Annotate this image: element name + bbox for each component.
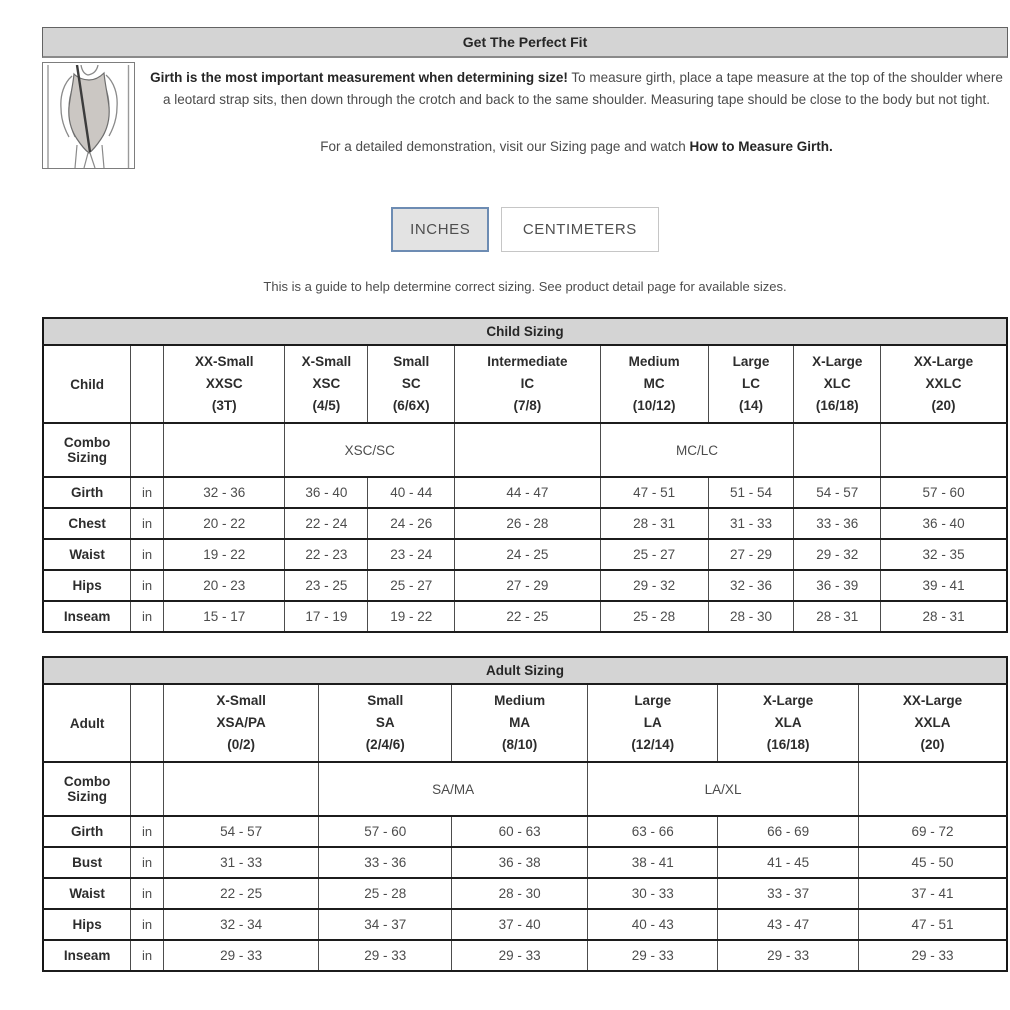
size-header-cell: [163, 684, 318, 762]
size-value-cell: 28 - 30: [452, 878, 588, 909]
size-name: Large: [634, 692, 672, 708]
size-numeric: (20): [931, 398, 956, 414]
child-sizing-table: [42, 317, 1008, 633]
size-numeric: (0/2): [227, 737, 255, 753]
leotard-girth-diagram-icon: [42, 62, 135, 169]
size-value-cell: 28 - 31: [794, 601, 881, 632]
size-value-cell: 43 - 47: [718, 909, 859, 940]
size-value-cell: 40 - 43: [588, 909, 718, 940]
unit-cell: in: [131, 601, 164, 632]
unit-cell: in: [131, 940, 164, 971]
intro-text: [145, 62, 1008, 158]
size-code: SA: [375, 714, 395, 730]
size-value-cell: 41 - 45: [718, 847, 859, 878]
size-value-cell: 34 - 37: [319, 909, 452, 940]
size-value-cell: 31 - 33: [708, 508, 794, 539]
size-value-cell: 15 - 17: [163, 601, 284, 632]
combo-size-cell: [881, 423, 1007, 477]
size-value-cell: 33 - 37: [718, 878, 859, 909]
measurement-label: Bust: [43, 847, 131, 878]
size-value-cell: 25 - 27: [368, 570, 455, 601]
size-name: XX-Small: [194, 353, 254, 369]
adult-sizing-table: [42, 656, 1008, 972]
size-code: XSC: [312, 375, 341, 391]
combo-size-cell: SA/MA: [319, 762, 588, 816]
size-header-cell: [881, 345, 1007, 423]
combo-unit-cell: [131, 423, 164, 477]
combo-size-cell: [163, 762, 318, 816]
size-value-cell: 28 - 31: [600, 508, 708, 539]
size-value-cell: 44 - 47: [455, 477, 601, 508]
size-code: IC: [520, 375, 535, 391]
size-value-cell: 20 - 22: [163, 508, 284, 539]
size-numeric: (14): [738, 398, 763, 414]
unit-column-header: [131, 684, 164, 762]
size-value-cell: 26 - 28: [455, 508, 601, 539]
size-header-cell: [319, 684, 452, 762]
centimeters-button[interactable]: CENTIMETERS: [501, 207, 659, 252]
demo-bold: How to Measure Girth.: [689, 139, 833, 155]
size-numeric: (10/12): [632, 398, 676, 414]
girth-instructions: [145, 67, 1008, 110]
size-value-cell: 30 - 33: [588, 878, 718, 909]
size-code: XXLC: [925, 375, 962, 391]
size-code: LA: [643, 714, 662, 730]
adult-row-header: Adult: [43, 684, 131, 762]
combo-size-cell: LA/XL: [588, 762, 859, 816]
size-value-cell: 45 - 50: [859, 847, 1008, 878]
size-numeric: (8/10): [502, 737, 538, 753]
size-name: X-Large: [763, 692, 814, 708]
combo-size-cell: [455, 423, 601, 477]
size-value-cell: 40 - 44: [368, 477, 455, 508]
size-value-cell: 38 - 41: [588, 847, 718, 878]
size-value-cell: 31 - 33: [163, 847, 318, 878]
girth-lead-bold: Girth is the most important measurement when determining size!: [150, 70, 568, 85]
size-value-cell: 25 - 28: [600, 601, 708, 632]
child-sizing-title: Child Sizing: [43, 318, 1007, 345]
size-value-cell: 57 - 60: [319, 816, 452, 847]
unit-cell: in: [131, 477, 164, 508]
size-numeric: (3T): [211, 398, 237, 414]
size-header-cell: [452, 684, 588, 762]
page-title: Get The Perfect Fit: [42, 27, 1008, 58]
size-value-cell: 69 - 72: [859, 816, 1008, 847]
size-value-cell: 19 - 22: [163, 539, 284, 570]
inches-button[interactable]: INCHES: [391, 207, 489, 252]
size-name: XX-Large: [913, 353, 974, 369]
measurement-label: Inseam: [43, 940, 131, 971]
demo-prefix: For a detailed demonstration, visit our Sizing page and watch: [320, 139, 690, 155]
combo-size-cell: [859, 762, 1008, 816]
unit-cell: in: [131, 508, 164, 539]
size-numeric: (16/18): [766, 737, 810, 753]
size-value-cell: 36 - 40: [881, 508, 1007, 539]
guide-note: This is a guide to help determine correct sizing. See product detail page for available sizes.: [263, 279, 787, 294]
size-header-cell: [285, 345, 368, 423]
size-value-cell: 29 - 33: [859, 940, 1008, 971]
measurement-label: Girth: [43, 477, 131, 508]
size-value-cell: 47 - 51: [859, 909, 1008, 940]
size-numeric: (7/8): [513, 398, 542, 414]
size-code: XXSC: [205, 375, 243, 391]
size-value-cell: 22 - 24: [285, 508, 368, 539]
size-header-cell: [368, 345, 455, 423]
combo-unit-cell: [131, 762, 164, 816]
size-value-cell: 19 - 22: [368, 601, 455, 632]
size-value-cell: 57 - 60: [881, 477, 1007, 508]
intro-section: [42, 62, 1008, 169]
size-code: XXLA: [914, 714, 951, 730]
size-numeric: (6/6X): [392, 398, 430, 414]
size-header-cell: [600, 345, 708, 423]
combo-size-cell: XSC/SC: [285, 423, 455, 477]
size-value-cell: 32 - 34: [163, 909, 318, 940]
demo-line: [145, 136, 1008, 158]
size-value-cell: 25 - 27: [600, 539, 708, 570]
combo-sizing-label: Combo Sizing: [43, 762, 131, 816]
size-name: Large: [732, 353, 770, 369]
size-code: XLC: [823, 375, 851, 391]
size-code: SC: [401, 375, 421, 391]
measurement-label: Chest: [43, 508, 131, 539]
measurement-label: Waist: [43, 539, 131, 570]
unit-cell: in: [131, 847, 164, 878]
size-value-cell: 20 - 23: [163, 570, 284, 601]
size-value-cell: 22 - 25: [163, 878, 318, 909]
combo-sizing-label: Combo Sizing: [43, 423, 131, 477]
measurement-label: Hips: [43, 909, 131, 940]
size-header-cell: [163, 345, 284, 423]
size-value-cell: 32 - 35: [881, 539, 1007, 570]
size-name: Medium: [628, 353, 680, 369]
measurement-label: Inseam: [43, 601, 131, 632]
size-value-cell: 39 - 41: [881, 570, 1007, 601]
unit-toggle: [42, 207, 1008, 252]
size-header-cell: [718, 684, 859, 762]
size-value-cell: 37 - 40: [452, 909, 588, 940]
size-value-cell: 22 - 23: [285, 539, 368, 570]
measurement-label: Girth: [43, 816, 131, 847]
size-value-cell: 51 - 54: [708, 477, 794, 508]
size-value-cell: 32 - 36: [163, 477, 284, 508]
size-value-cell: 23 - 25: [285, 570, 368, 601]
size-numeric: (12/14): [631, 737, 675, 753]
child-row-header: Child: [43, 345, 131, 423]
size-value-cell: 29 - 32: [600, 570, 708, 601]
unit-cell: in: [131, 539, 164, 570]
measurement-label: Hips: [43, 570, 131, 601]
size-code: MC: [643, 375, 665, 391]
size-numeric: (4/5): [312, 398, 341, 414]
size-name: X-Small: [301, 353, 352, 369]
unit-cell: in: [131, 816, 164, 847]
size-value-cell: 27 - 29: [455, 570, 601, 601]
size-name: Medium: [494, 692, 546, 708]
size-value-cell: 29 - 32: [794, 539, 881, 570]
size-value-cell: 28 - 31: [881, 601, 1007, 632]
size-numeric: (2/4/6): [365, 737, 405, 753]
size-header-cell: [859, 684, 1008, 762]
size-value-cell: 29 - 33: [319, 940, 452, 971]
combo-size-cell: MC/LC: [600, 423, 794, 477]
size-guide-page: [42, 0, 1008, 972]
unit-cell: in: [131, 570, 164, 601]
size-value-cell: 32 - 36: [708, 570, 794, 601]
size-value-cell: 24 - 25: [455, 539, 601, 570]
size-value-cell: 29 - 33: [452, 940, 588, 971]
unit-column-header: [131, 345, 164, 423]
size-value-cell: 33 - 36: [794, 508, 881, 539]
size-value-cell: 23 - 24: [368, 539, 455, 570]
size-numeric: (16/18): [815, 398, 859, 414]
size-code: MA: [509, 714, 531, 730]
size-value-cell: 27 - 29: [708, 539, 794, 570]
size-value-cell: 28 - 30: [708, 601, 794, 632]
size-value-cell: 33 - 36: [319, 847, 452, 878]
size-value-cell: 60 - 63: [452, 816, 588, 847]
measurement-label: Waist: [43, 878, 131, 909]
size-value-cell: 63 - 66: [588, 816, 718, 847]
size-header-cell: [455, 345, 601, 423]
unit-cell: in: [131, 909, 164, 940]
combo-size-cell: [163, 423, 284, 477]
size-value-cell: 29 - 33: [718, 940, 859, 971]
size-name: XX-Large: [902, 692, 963, 708]
size-value-cell: 36 - 39: [794, 570, 881, 601]
unit-cell: in: [131, 878, 164, 909]
size-header-cell: [794, 345, 881, 423]
combo-size-cell: [794, 423, 881, 477]
size-value-cell: 37 - 41: [859, 878, 1008, 909]
size-value-cell: 66 - 69: [718, 816, 859, 847]
size-value-cell: 54 - 57: [163, 816, 318, 847]
size-code: XSA/PA: [216, 714, 266, 730]
size-header-cell: [588, 684, 718, 762]
size-name: Intermediate: [487, 353, 568, 369]
size-value-cell: 25 - 28: [319, 878, 452, 909]
size-value-cell: 22 - 25: [455, 601, 601, 632]
girth-lead-rest: To measure girth, place a tape measure at the top of the shoulder where a leotard strap sits, then down through the crotch and back to the same shoulder. Measuring tape should be close to the body but not tight.: [162, 70, 1003, 107]
size-header-cell: [708, 345, 794, 423]
adult-sizing-title: Adult Sizing: [43, 657, 1007, 684]
size-name: X-Large: [812, 353, 863, 369]
size-name: Small: [393, 353, 430, 369]
size-name: X-Small: [216, 692, 266, 708]
size-value-cell: 36 - 40: [285, 477, 368, 508]
size-value-cell: 36 - 38: [452, 847, 588, 878]
size-code: XLA: [774, 714, 802, 730]
size-numeric: (20): [920, 737, 945, 753]
size-code: LC: [741, 375, 760, 391]
size-value-cell: 29 - 33: [163, 940, 318, 971]
size-value-cell: 17 - 19: [285, 601, 368, 632]
size-value-cell: 24 - 26: [368, 508, 455, 539]
size-value-cell: 54 - 57: [794, 477, 881, 508]
size-name: Small: [367, 692, 404, 708]
size-value-cell: 29 - 33: [588, 940, 718, 971]
size-value-cell: 47 - 51: [600, 477, 708, 508]
